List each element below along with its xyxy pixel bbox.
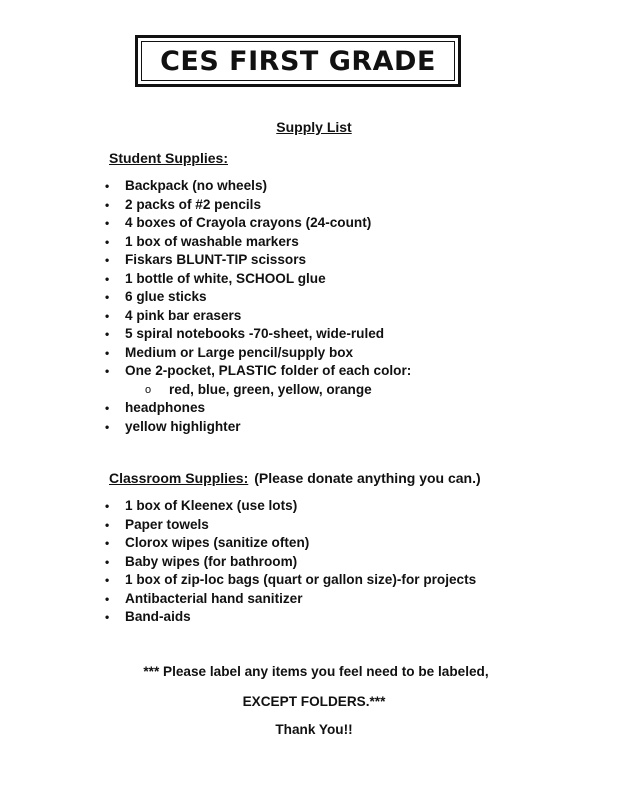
- list-item-text: One 2-pocket, PLASTIC folder of each color:: [125, 363, 412, 378]
- list-item-text: 6 glue sticks: [125, 289, 207, 304]
- list-item-text: Antibacterial hand sanitizer: [125, 590, 303, 606]
- list-item: [103, 325, 411, 344]
- list-item: [103, 270, 411, 289]
- bullet-icon: •: [105, 290, 110, 304]
- list-item-text: Paper towels: [125, 516, 209, 532]
- classroom-supplies-heading: [109, 470, 481, 486]
- list-item-text: 1 box of washable markers: [125, 233, 299, 249]
- bullet-icon: •: [105, 610, 110, 624]
- list-item: [103, 497, 476, 516]
- list-item: [103, 553, 476, 572]
- list-item: [103, 534, 476, 553]
- list-item-text: headphones: [125, 400, 206, 415]
- list-item-text: Band-aids: [125, 609, 191, 624]
- donation-note: (Please donate anything you can.): [254, 470, 481, 486]
- list-item: [103, 307, 411, 326]
- bullet-icon: •: [105, 419, 110, 434]
- list-item: [103, 571, 476, 590]
- list-item: [103, 251, 411, 270]
- list-item: [103, 177, 411, 196]
- sub-list-item: [103, 381, 411, 400]
- list-item-text: Baby wipes (for bathroom): [125, 553, 298, 569]
- list-item-text: red, blue, green, yellow, orange: [169, 381, 372, 397]
- label-request-text: *** Please label any items you feel need to be labeled,: [143, 664, 489, 679]
- list-item: [103, 399, 411, 418]
- classroom-supplies-heading-text: Classroom Supplies:: [109, 470, 249, 486]
- bullet-icon: •: [105, 234, 110, 249]
- list-item-text: 1 bottle of white, SCHOOL glue: [125, 270, 326, 286]
- thank-you-text: Thank You!!: [275, 722, 353, 737]
- list-item: [103, 590, 476, 609]
- bullet-icon: •: [105, 364, 110, 378]
- page-title: CES FIRST GRADE: [160, 45, 436, 77]
- bullet-icon: •: [105, 253, 110, 267]
- list-item-text: 1 box of zip-loc bags (quart or gallon size)-for projects: [125, 572, 477, 587]
- title-box: [135, 35, 461, 87]
- list-item-text: 1 box of Kleenex (use lots): [125, 498, 298, 513]
- except-folders-text: EXCEPT FOLDERS.***: [242, 694, 386, 709]
- bullet-icon: •: [105, 573, 110, 587]
- list-item-text: Medium or Large pencil/supply box: [125, 344, 354, 360]
- list-item-text: 5 spiral notebooks -70-sheet, wide-ruled: [125, 326, 385, 341]
- bullet-icon: •: [105, 216, 110, 230]
- list-item-text: 4 pink bar erasers: [125, 307, 242, 323]
- circle-bullet-icon: o: [145, 383, 152, 396]
- list-item: [103, 196, 411, 215]
- list-item: [103, 608, 476, 627]
- bullet-icon: •: [105, 554, 110, 569]
- list-item: [103, 362, 411, 381]
- list-item-text: 4 boxes of Crayola crayons (24-count): [125, 215, 372, 230]
- list-item: [103, 214, 411, 233]
- student-supplies-heading: [109, 150, 228, 166]
- bullet-icon: •: [105, 591, 110, 606]
- bullet-icon: •: [105, 179, 110, 193]
- bullet-icon: •: [105, 536, 110, 550]
- list-item: [103, 344, 411, 363]
- bullet-icon: •: [105, 327, 110, 341]
- bullet-icon: •: [105, 345, 110, 360]
- classroom-supplies-list: [103, 497, 476, 627]
- list-item-text: 2 packs of #2 pencils: [125, 196, 262, 212]
- bullet-icon: •: [105, 499, 110, 513]
- list-item-text: Clorox wipes (sanitize often): [125, 535, 310, 550]
- supply-list-heading: Supply List: [276, 119, 352, 135]
- list-item-text: Fiskars BLUNT-TIP scissors: [125, 252, 307, 267]
- list-item-text: Backpack (no wheels): [125, 178, 268, 193]
- student-supplies-list: [103, 177, 411, 436]
- list-item-text: yellow highlighter: [125, 418, 241, 434]
- bullet-icon: •: [105, 308, 110, 323]
- list-item: [103, 418, 411, 437]
- list-item: [103, 233, 411, 252]
- list-item: [103, 516, 476, 535]
- bullet-icon: •: [105, 517, 110, 532]
- bullet-icon: •: [105, 197, 110, 212]
- student-supplies-heading-text: Student Supplies:: [109, 150, 228, 166]
- list-item: [103, 288, 411, 307]
- bullet-icon: •: [105, 401, 110, 415]
- bullet-icon: •: [105, 271, 110, 286]
